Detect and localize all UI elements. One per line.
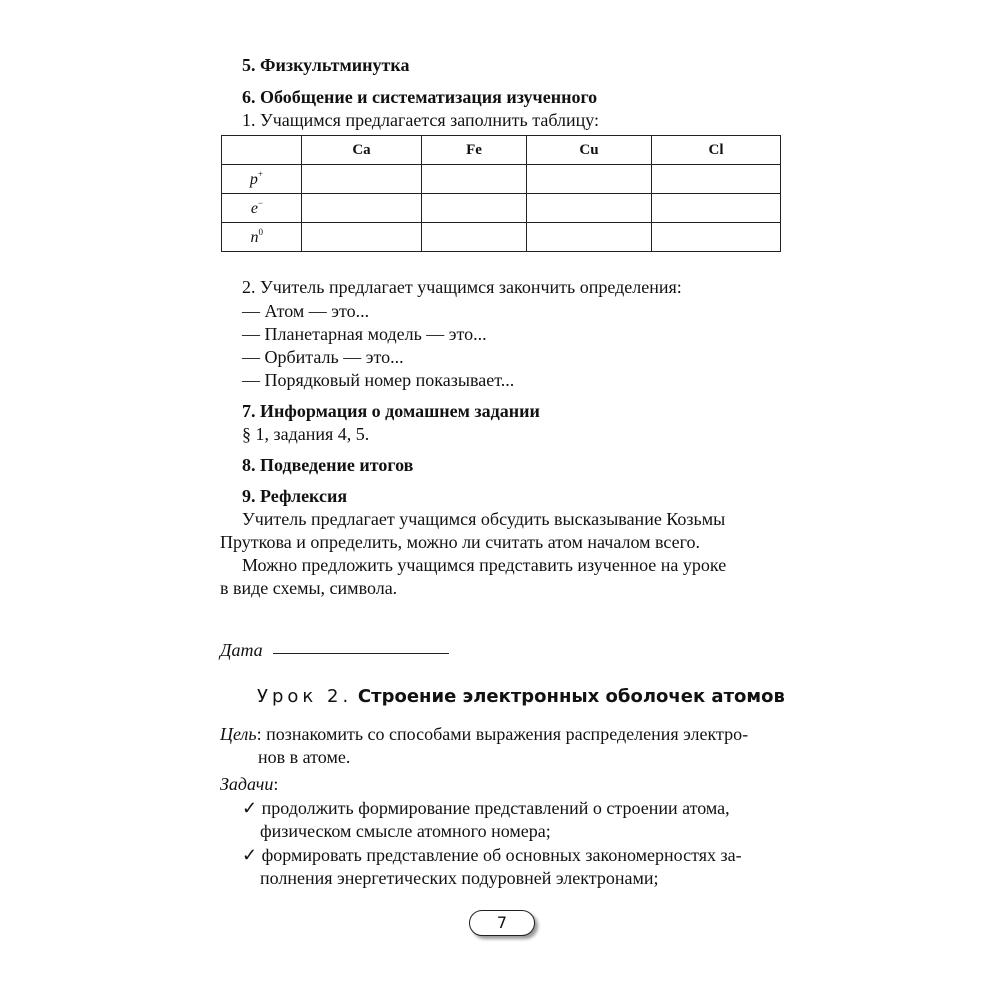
goal-label: Цель (220, 724, 257, 744)
goal-text: : познакомить со способами выражения распределения электро- (256, 724, 749, 744)
table-cell[interactable] (527, 223, 652, 252)
table-cell[interactable] (527, 165, 652, 194)
section-6-item-1: 1. Учащимся предлагается заполнить таблицу: (242, 110, 600, 130)
section-9-para-1-line-1: Учитель предлагает учащимся обсудить высказывание Козьмы (242, 509, 726, 529)
section-7-text: § 1, задания 4, 5. (242, 424, 370, 444)
lesson-number: Урок 2. (257, 686, 353, 707)
table-cell[interactable] (422, 165, 527, 194)
table-header-cell: Ca (302, 136, 422, 165)
table-cell[interactable] (652, 223, 781, 252)
table-cell[interactable] (652, 194, 781, 223)
table-corner-cell (222, 136, 302, 165)
section-9-para-2-line-1: Можно предложить учащимся представить изученное на уроке (242, 555, 727, 575)
section-8-heading: 8. Подведение итогов (242, 455, 414, 475)
section-5-heading: 5. Физкультминутка (242, 55, 410, 75)
table-row (222, 194, 781, 223)
goal-line-2: нов в атоме. (258, 747, 351, 767)
table-cell[interactable] (527, 194, 652, 223)
task-1-text: продолжить формирование представлений о строении атома, (261, 798, 730, 818)
table-cell[interactable] (302, 223, 422, 252)
table-cell[interactable] (652, 165, 781, 194)
table-cell[interactable] (302, 194, 422, 223)
page-number: 7 (469, 910, 535, 936)
task-1-line-2: физическом смысле атомного номера; (260, 821, 551, 841)
lesson-name: Строение электронных оболочек атомов (357, 686, 785, 707)
task-1-line-1 (242, 796, 730, 820)
tasks-label: Задачи (220, 774, 274, 794)
checkmark-icon: ✓ (242, 798, 258, 818)
section-9-heading: 9. Рефлексия (242, 486, 348, 506)
definition-item: — Атом — это... (242, 301, 370, 321)
section-7-heading: 7. Информация о домашнем задании (242, 401, 540, 421)
definition-item: — Орбиталь — это... (242, 347, 404, 367)
section-6-heading: 6. Обобщение и систематизация изученного (242, 87, 598, 107)
table-header-row (222, 136, 781, 165)
table-row (222, 165, 781, 194)
definition-item: — Планетарная модель — это... (242, 324, 487, 344)
section-9-para-1-line-2: Пруткова и определить, можно ли считать атом началом всего. (220, 532, 701, 552)
goal-line-1 (220, 722, 748, 746)
elements-table (221, 135, 781, 252)
row-label-neutrons: $n^0$ (222, 223, 302, 252)
table-cell[interactable] (422, 223, 527, 252)
lesson-title (257, 686, 785, 707)
checkmark-icon: ✓ (242, 845, 258, 865)
table-header-cell: Cl (652, 136, 781, 165)
table-cell[interactable] (302, 165, 422, 194)
task-2-text: формировать представление об основных закономерностях за- (261, 845, 742, 865)
table-row (222, 223, 781, 252)
tasks-heading (220, 772, 278, 796)
row-label-protons: p+ (222, 165, 302, 194)
table-header-cell: Fe (422, 136, 527, 165)
section-9-para-2-line-2: в виде схемы, символа. (220, 578, 398, 598)
definition-item: — Порядковый номер показывает... (242, 370, 515, 390)
date-blank-line[interactable] (273, 653, 449, 654)
task-2-line-2: полнения энергетических подуровней электронами; (260, 868, 659, 888)
date-label: Дата (220, 640, 263, 660)
row-label-electrons: e− (222, 194, 302, 223)
table-header-cell: Cu (527, 136, 652, 165)
task-2-line-1 (242, 843, 742, 867)
tasks-colon: : (273, 774, 279, 794)
section-6-item-2: 2. Учитель предлагает учащимся закончить определения: (242, 277, 682, 297)
table-cell[interactable] (422, 194, 527, 223)
